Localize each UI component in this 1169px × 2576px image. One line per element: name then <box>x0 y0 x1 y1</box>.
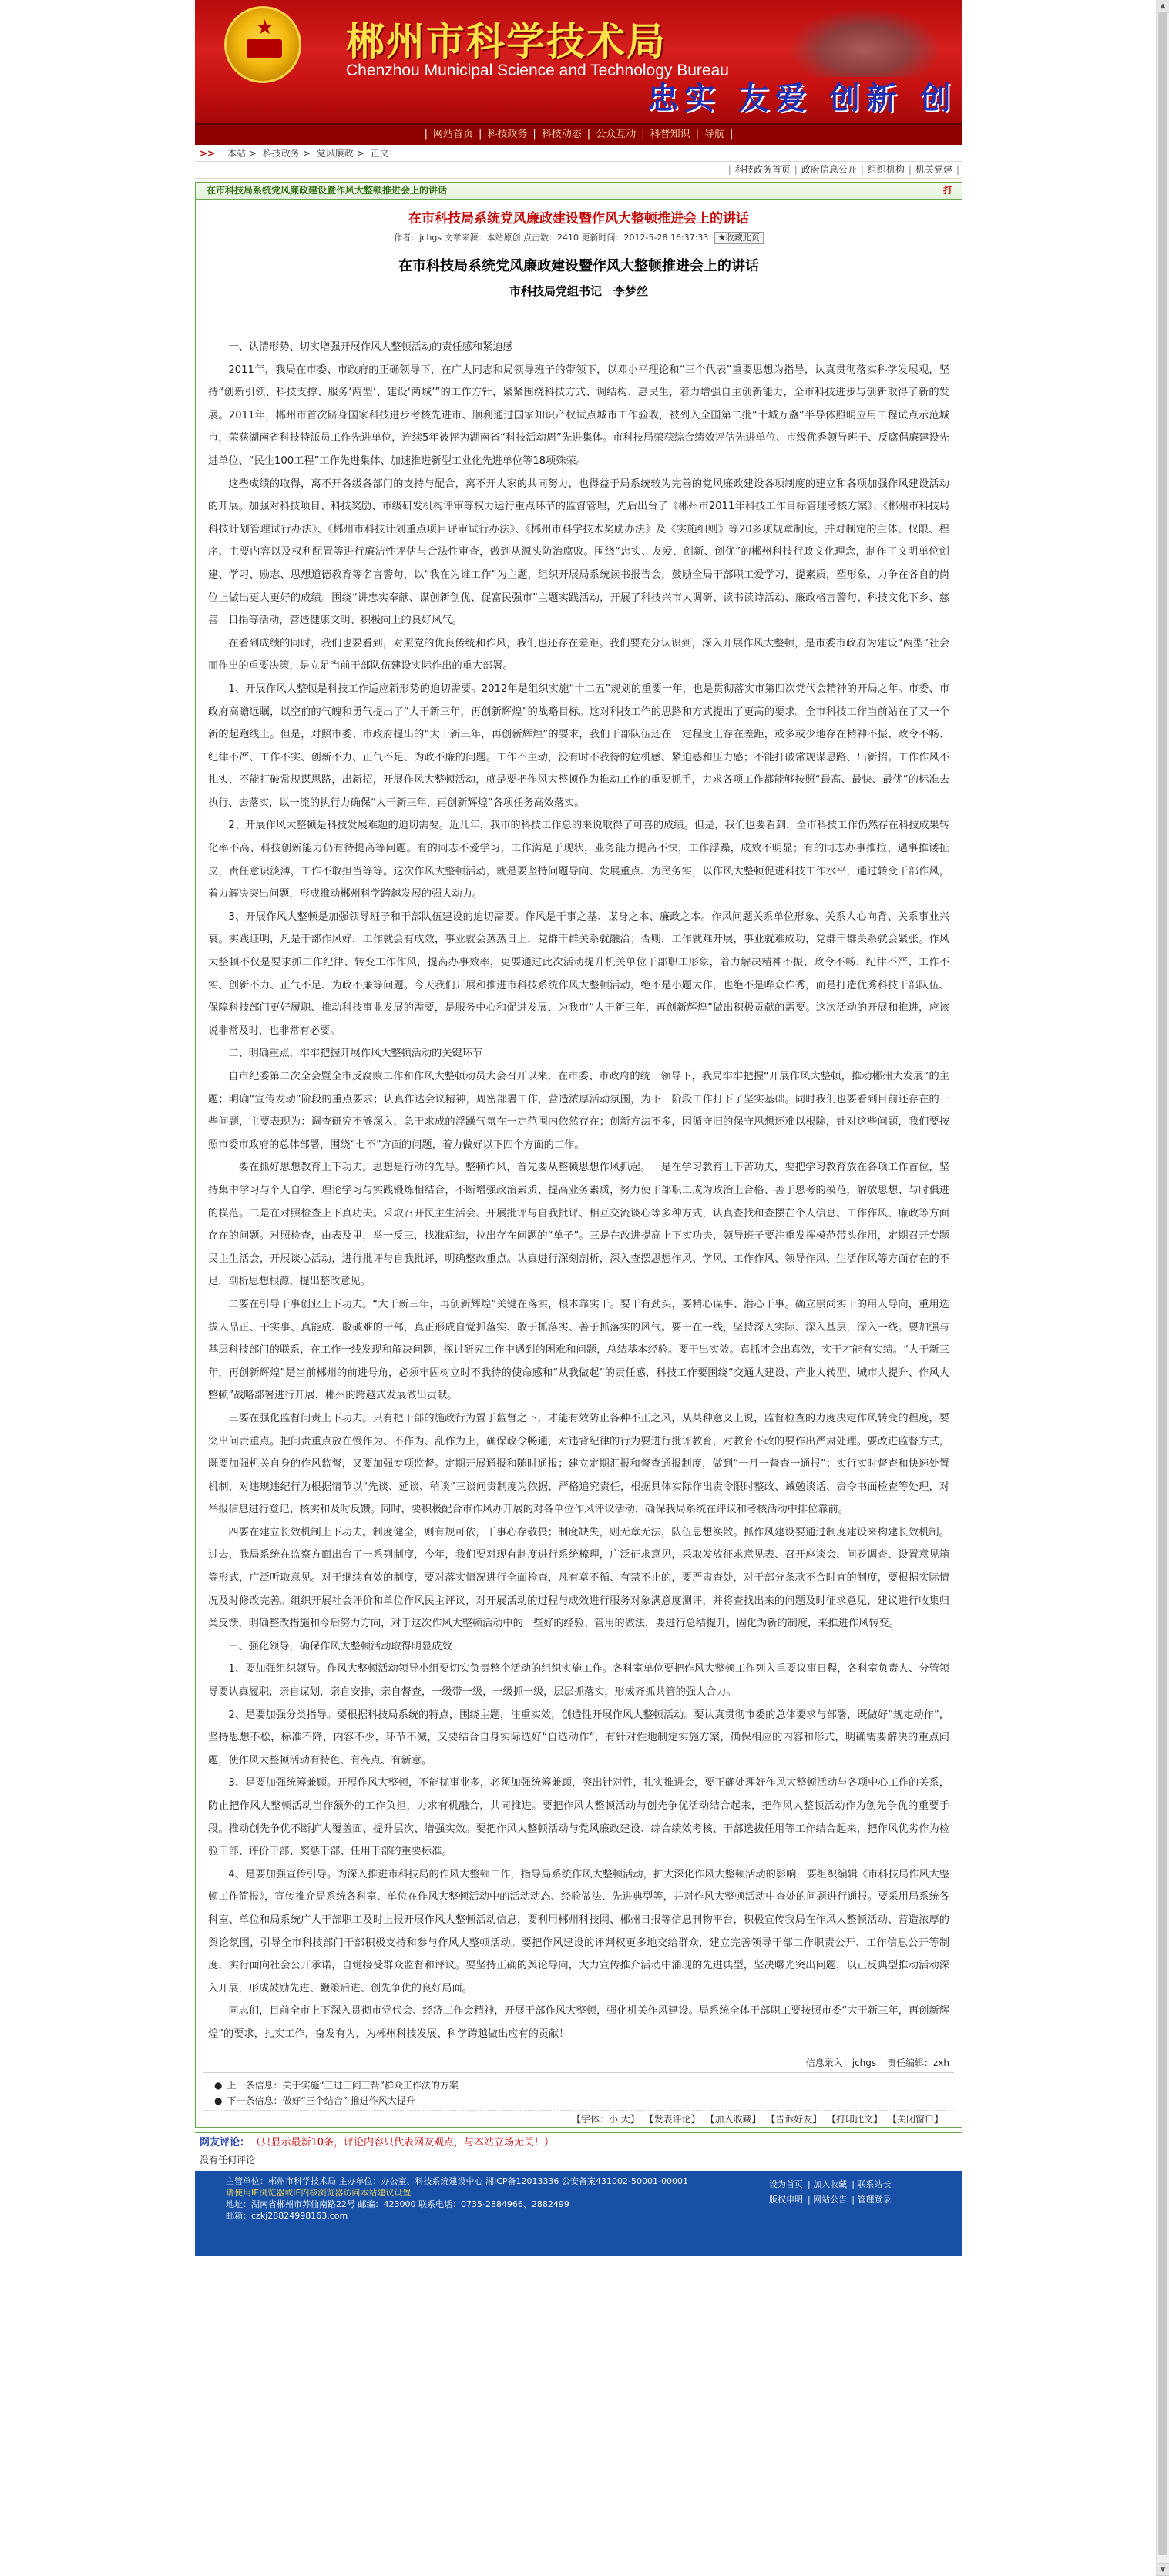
article-paragraph: 2、开展作风大整顿是科技发展难题的迫切需要。近几年，我市的科技工作总的来说取得了可喜的成绩。但是，我们也要看到，全市科技工作仍然存在科技成果转化率不高、科技创新能力仍有待提高等问题。有的同志不爱学习，工作满足于现状，业务能力提高不快，工作浮躁，成效不明显；有的同志办事推拉、遇事推诿扯皮，责任意识淡薄，工作不敢担当等等。这次作风大整顿活动，就是要坚持问题导向、发展重点、为民务实，以作风大整顿促进科技工作水平，通过转变干部作风，着力解决突出问题，形成推动郴州科学跨越发展的强大动力。 <box>208 820 949 901</box>
favorite-button[interactable] <box>714 232 764 244</box>
nav-interaction[interactable]: 公众互动 <box>596 129 637 140</box>
info-line <box>196 2054 962 2072</box>
comment-bar <box>195 2132 962 2152</box>
footer-announcement[interactable]: 网站公告 <box>813 2194 848 2205</box>
site-title-en: Chenzhou Municipal Science and Technology Bureau <box>346 62 729 79</box>
article-paragraph: 2、是要加强分类指导。要根据科技局系统的特点，围绕主题，注重实效，创造性开展作风大整顿活动。要认真贯彻市委的总体要求与部署，既做好“规定动作”，坚持思想不松，标准不降，内容不少，环节不减，又要结合自身实际选好“自选动作”，有针对性地制定实施方案，确保相应的内容和形式，明确需要解决的重点问题，使作风大整顿活动有特色、有亮点、有新意。 <box>208 1709 949 1766</box>
footer-line: 地址：湖南省郴州市苏仙南路22号 邮编：423000 联系电话：0735-2884966、2882499 <box>226 2199 569 2209</box>
info-editor: 责任编辑：zxh <box>886 2057 949 2068</box>
article-paragraph: 在看到成绩的同时，我们也要看到，对照党的优良传统和作风，我们也还存在差距。我们要充分认识到，深入开展作风大整顿，是市委市政府为建设“两型”社会而作出的重要决策，是立足当前干部队伍建设实际作出的重大部署。 <box>208 637 949 673</box>
sculpture-image <box>788 8 942 77</box>
breadcrumb-party[interactable]: 党风廉政 <box>316 148 354 159</box>
nav-news[interactable]: 科技动态 <box>541 129 582 140</box>
article-paragraph: 三、强化领导，确保作风大整顿活动取得明显成效 <box>228 1640 452 1652</box>
footer-line: 邮箱：czkj28824998163.com <box>226 2210 348 2221</box>
article-header-title: 在市科技局系统党风廉政建设暨作风大整顿推进会上的讲话 <box>207 185 448 196</box>
article-paragraph: 二要在引导干事创业上下功夫。“大干新三年，再创新辉煌”关键在落实，根本靠实干。要干有劲头，要精心谋事、潜心干事。确立崇尚实干的用人导向，重用选拔人品正、干实事、真能成、敢破难的干部，真正形成自觉抓落实、敢于抓落实、善于抓落实的风气。要干在一线，坚持深入实际、深入基层，深入一线。要加强与基层科技部门的联系，在工作一线发现和解决问题，探讨研究工作中遇到的困难和问题，总结基本经验。要干出实效。真抓才会出真效，实干才能有实绩。“大干新三年，再创新辉煌”是当前郴州的前进号角，必须牢固树立时不我待的使命感和“从我做起”的责任感，科技工作要围绕“交通大建设、产业大转型、城市大提升、作风大整顿”战略部署进行开展，郴州的跨越式发展做出贡献。 <box>208 1298 949 1402</box>
article-paragraph: 四要在建立长效机制上下功夫。制度健全，则有规可依，干事心存敬畏；制度缺失，则无章无法，队伍思想涣散。抓作风建设要通过制度建设来构建长效机制。过去，我局系统在监察方面出台了一系列制度，今年，我们要对现有制度进行系统梳理，广泛征求意见，采取发放征求意见表、召开座谈会、问卷调查、设置意见箱等形式，广泛听取意见。对于继续有效的制度，要对落实情况进行全面检查，凡有章不循、有禁不止的，要严肃查处，对于部分条款不合时宜的制度，要根据实际情况及时修改完善。组织开展社会评价和单位作风民主评议，对开展活动的过程与成效进行服务对象满意度测评，并将查找出来的问题及时征求意见，建议进行收集归类反馈，明确整改措施和今后努力方向，对于这次作风大整顿活动中的一些好的经验、管用的做法，要进行总结提升，固化为新的制度，来推进作风转变。 <box>208 1526 949 1630</box>
add-favorite-tool[interactable]: 【加入收藏】 <box>705 2113 761 2125</box>
article-body <box>196 299 962 2046</box>
nav-affairs[interactable]: 科技政务 <box>487 129 528 140</box>
site-footer <box>195 2171 962 2256</box>
page-scrollbar[interactable] <box>1156 0 1169 2576</box>
article-header <box>196 183 962 200</box>
breadcrumb-arrow-icon: >> <box>200 148 216 159</box>
article-paragraph: 一要在抓好思想教育上下功夫。思想是行动的先导。整顿作风，首先要从整顿思想作风抓起。一是在学习教育上下苦功夫，要把学习教育放在各项工作首位，坚持集中学习与个人自学、理论学习与实践锻炼相结合，不断增强政治素质、提高业务素质，努力使干部职工成为政治上合格、善于思考的模范，解放思想、与时俱进的模范。二是在对照检查上下真功夫。采取召开民主生活会、开展批评与自我批评、相互交流谈心等多种方式，认真查找和查摆在个人信息、工作作风、廉政等方面存在的问题。对照检查，由表及里，举一反三，找准症结，拉出存在问题的“单子”。三是在改进提高上下实功夫，领导班子要注重发挥模范带头作用，定期召开专题民主生活会，开展谈心活动，进行批评与自我批评，明确整改重点。认真进行深刻剖析，深入查摆思想作风、学风、工作作风、领导作风、生活作风等方面存在的不足，剖析思想根源，提出整改意见。 <box>208 1162 949 1288</box>
quicklink-affairs-home[interactable]: 科技政务首页 <box>734 164 791 175</box>
breadcrumb: >> 本站 > 科技政务 > 党风廉政 > 正文 <box>195 145 962 162</box>
article-paragraph: 4、是要加强宣传引导。为深入推进市科技局的作风大整顿工作，指导局系统作风大整顿活动，扩大深化作风大整顿活动的影响，要组织编辑《市科技局作风大整顿工作简报》，宣传推介局系统各科室、单位在作风大整顿活动中的活动动态、经验做法、先进典型等，并对作风大整顿活动中查处的问题进行通报。要采用局系统各科室、单位和局系统广大干部职工及时上报开展作风大整顿活动信息，要利用郴州科技网、郴州日报等信息刊物平台，积极宣传我局在作风大整顿活动、营造浓厚的舆论氛围，引导全市科技部门干部积极支持和参与作风大整顿活动。要把作风建设的评判权更多地交给群众，建立完善领导干部工作职责公开、工作信息公开等制度，实行面向社会公开承诺，自觉接受群众监督和评议。要坚持正确的舆论导向，大力宣传推介活动中涌现的先进典型，坚决曝光突出问题，以正反典型推动活动深入开展，形成鼓励先进、鞭策后进、创先争优的良好局面。 <box>208 1868 949 1994</box>
site-title-cn: 郴州市科学技术局 <box>346 18 667 64</box>
footer-line: 请使用IE浏览器或IE内核浏览器访问本站建议设置 <box>226 2187 412 2198</box>
article-paragraph: 3、是要加强统筹兼顾。开展作风大整顿，不能扰事业多，必须加强统筹兼顾，突出针对性，扎实推进会，要正确处理好作风大整顿活动与各项中心工作的关系，防止把作风大整顿活动当作额外的工作负担，力求有机融合，共同推进。要把作风大整顿活动与创先争优活动结合起来，把作风大整顿活动作为创先争优的重要手段。推动创先争优不断扩大覆盖面、提升层次、增强实效。要把作风大整顿活动与党风廉政建设、综合绩效考核、干部选拔任用等工作结合起来，把作风优劣作为检验干部、评价干部、奖惩干部、任用干部的重要标准。 <box>208 1777 949 1858</box>
print-icon[interactable]: 打 <box>942 185 952 196</box>
article-paragraph: 一、认清形势、切实增强开展作风大整顿活动的责任感和紧迫感 <box>228 341 513 353</box>
nav-home[interactable]: 网站首页 <box>432 129 473 140</box>
main-column <box>195 0 962 2256</box>
footer-contact[interactable]: 联系站长 <box>857 2179 892 2189</box>
article-title: 在市科技局系统党风廉政建设暨作风大整顿推进会上的讲话 <box>408 211 749 226</box>
scroll-up-icon[interactable]: ▲ <box>1157 0 1169 13</box>
breadcrumb-home[interactable]: 本站 <box>227 148 246 159</box>
article-paragraph: 同志们，目前全市上下深入贯彻市党代会、经济工作会精神，开展干部作风大整顿，强化机关作风建设。局系统全体干部职工要按照市委“大干新三年，再创新辉煌”的要求，扎实工作，奋发有为，为郴州科技发展、科学跨越做出应有的贡献！ <box>208 2005 949 2040</box>
article-author: 市科技局党组书记 李梦丝 <box>509 284 648 298</box>
footer-info <box>226 2175 719 2222</box>
article-paragraph: 自市纪委第二次全会暨全市反腐败工作和作风大整顿动员大会召开以来，在市委、市政府的统一领导下，我局牢牢把握“开展作风大整顿，推动郴州大发展”的主题；明确“宣传发动”阶段的重点要求；认真作达会议精神，周密部署工作，营造浓厚活动氛围，为下一阶段工作打下了坚实基础。同时我们也要看到目前还存在的一些问题，主要表现为：调查研究不够深入，急于求成的浮躁气氛在一定范围内依然存在；创新方法不多，因循守旧的保守思想还难以根除，针对这些问题，我们要按照市委市政府的总体部署，围绕“七不”方面的问题，着力做好以下四个方面的工作。 <box>208 1071 949 1151</box>
breadcrumb-current: 正文 <box>370 148 389 159</box>
breadcrumb-affairs[interactable]: 科技政务 <box>262 148 300 159</box>
quicklink-info-open[interactable]: 政府信息公开 <box>801 164 857 175</box>
scroll-down-icon[interactable]: ▼ <box>1157 2563 1169 2576</box>
footer-add-favorite[interactable]: 加入收藏 <box>813 2179 848 2189</box>
footer-copyright[interactable]: 版权申明 <box>769 2194 803 2205</box>
comment-empty: 没有任何评论 <box>200 2154 256 2165</box>
article-paragraph: 这些成绩的取得，离不开各级各部门的支持与配合，离不开大家的共同努力，也得益于局系统较为完善的党风廉政建设各项制度的建立和各项加强作风建设活动的开展。加强对科技项目、科技奖励、市级研发机构评审等权力运行重点环节的监督管理，先后出台了《郴州市2011年科技工作目标管理考核方案》、《郴州市科技局科技计划管理试行办法》、《郴州市科技计划重点项目评审试行办法》、《郴州市科学技术奖励办法》及《实施细则》等20多项规章制度，并对制定的主体、权限、程序、主要内容以及权利配置等进行廉洁性评估与合法性审查，做到从源头防治腐败。围绕“忠实、友爱、创新、创优”的郴州科技行政文化理念，制作了文明单位创建、学习、励志、思想道德教育等名言警句，以“我在为谁工作”为主题，组织开展局系统读书报告会，鼓励全局干部职工爱学习，提素质，塑形象，力争在各自的岗位上做出更大更好的成绩。围绕“讲忠实奉献、谋创新创优、促富民强市”主题实践活动，开展了科技兴市大调研、读书读诗活动、廉政格言警句、科技文化下乡、慈善一日捐等活动，营造健康文明、积极向上的良好风气。 <box>208 478 949 627</box>
article-paragraph: 2011年，我局在市委、市政府的正确领导下，在广大同志和局领导班子的带领下，以邓小平理论和“三个代表”重要思想为指导，认真贯彻落实科学发展观，坚持“创新引领、科技支撑、服务‘两型’、建设‘两城’”的工作方针，紧紧围绕科技方式、调结构、惠民生，着力增强自主创新能力，全市科技进步与创新取得了新的发展。2011年，郴州市首次跻身国家科技进步考核先进市、顺利通过国家知识产权试点城市工作验收，被列入全国第二批“十城万盏”半导体照明应用工程试点示范城市，荣获湖南省科技特派员工作先进单位，连续5年被评为湖南省“科技活动周”先进集体。市科技局荣获综合绩效评估先进单位、市级优秀领导班子、反腐倡廉建设先进单位、“民生100工程”工作先进集体、加速推进新型工业化先进单位等18项殊荣。 <box>208 364 949 467</box>
info-entry: 信息录入：jchgs <box>805 2057 877 2068</box>
quicklink-party[interactable]: 机关党建 <box>915 164 952 175</box>
article-paragraph: 二、明确重点，牢牢把握开展作风大整顿活动的关键环节 <box>228 1048 483 1060</box>
article-paragraph: 1、要加强组织领导。作风大整顿活动领导小组要切实负责整个活动的组织实施工作。各科室单位要把作风大整顿工作列入重要议事日程，各科室负责人、分管领导要认真履职，亲自谋划，亲自安排，亲自督查，一级带一级，一级抓一级，层层抓落实，形成齐抓共管的强大合力。 <box>208 1663 949 1699</box>
footer-set-home[interactable]: 设为首页 <box>769 2179 803 2189</box>
bullet-icon: ● <box>214 2079 223 2091</box>
scroll-thumb[interactable] <box>1158 13 1167 2555</box>
post-comment-tool[interactable]: 【发表评论】 <box>644 2113 700 2125</box>
article-box <box>195 182 962 2128</box>
site-banner <box>195 0 962 123</box>
close-window-tool[interactable]: 【关闭窗口】 <box>887 2113 943 2125</box>
nav-science[interactable]: 科普知识 <box>650 129 690 140</box>
national-emblem-icon: ★ <box>224 6 301 83</box>
comment-label: 网友评论： <box>200 2136 250 2148</box>
article-meta-text: 作者：jchgs 文章来源：本站原创 点击数：2410 更新时间：2012-5-28 16:37:33 <box>394 233 709 243</box>
favorite-label: 收藏此页 <box>725 233 760 243</box>
footer-line: 主管单位：郴州市科学技术局 主办单位：办公室、科技系统建设中心 湘ICP备12013336 公安备案431002-50001-00001 <box>226 2175 688 2186</box>
footer-admin-login[interactable]: 管理登录 <box>857 2194 892 2205</box>
main-nav: | 网站首页 | 科技政务 | 科技动态 | 公众互动 | 科普知识 | 导航 | <box>195 123 962 145</box>
article-paragraph: 3、开展作风大整顿是加强领导班子和干部队伍建设的迫切需要。作风是干事之基、谋身之本、廉政之本。作风问题关系单位形象、关系人心向背、关系事业兴衰。实践证明，凡是干部作风好，工作就会有成效，事业就会蒸蒸日上，党群干群关系就融洽；否则，工作就难开展，事业就难成功，党群干群关系就会紧张。作风大整顿不仅是要求抓工作纪律、转变工作作风，提高办事效率，更要通过此次活动提升机关单位干部职工形象，着力解决精神不振、政令不畅、纪律不严、工作不实、创新不力、正气不足、为政不廉等问题。今天我们开展和推进市科技系统作风大整顿活动，绝不是小题大作，也绝不是哗众作秀，而是打造优秀科技干部队伍、保障科技部门更好履职、推动科技事业发展的需要，是服务中心和促进发展、为我市“大干新三年，再创新辉煌”做出积极贡献的需要。这次活动的开展和推进，应该说非常及时，也非常有必要。 <box>208 911 949 1037</box>
prev-article-link[interactable]: ● 上一条信息：关于实施“三进三问三帮”群众工作法的方案 <box>214 2079 459 2091</box>
article-tools <box>203 2110 954 2127</box>
article-subtitle: 在市科技局系统党风廉政建设暨作风大整顿推进会上的讲话 <box>398 258 759 274</box>
quick-links: | 科技政务首页 | 政府信息公开 | 组织机构 | 机关党建 | <box>195 162 962 179</box>
font-size-tool[interactable]: 【字体：小 大】 <box>571 2113 640 2125</box>
article-meta <box>242 230 915 247</box>
favorite-icon: ★ <box>717 233 726 243</box>
article-paragraph: 1、开展作风大整顿是科技工作适应新形势的迫切需要。2012年是组织实施“十二五”规划的重要一年，也是贯彻落实市第四次党代会精神的开局之年。市委、市政府高瞻远瞩，以空前的气魄和勇气提出了“大干新三年，再创新辉煌”的战略目标。这对科技工作的思路和方式提出了更高的要求。全市科技工作当前站在了又一个新的起跑线上。但是，对照市委、市政府提出的“大干新三年，再创新辉煌”的要求，我们干部队伍还在一定程度上存在差距，或多或少地存在精神不振、政令不畅、纪律不严、工作不实、创新不力、正气不足、为政不廉的问题。工作不主动，没有时不我待的危机感、紧迫感和压力感；不能打破常规谋思路、出新招。工作作风不扎实，不能打破常规谋思路，出新招，开展作风大整顿活动，就是要把作风大整顿作为推动工作的重要抓手，力求各项工作都能够按照“最高、最快、最优”的标准去执行、去落实，以一流的执行力确保“大干新三年，再创新辉煌”各项任务高效落实。 <box>208 683 949 809</box>
article-paragraph: 三要在强化监督问责上下功夫。只有把干部的施政行为置于监督之下，才能有效防止各种不正之风，从某种意义上说，监督检查的力度决定作风转变的程度，要突出问责重点。把问责重点放在慢作为、不作为、乱作为上，确保政令畅通，对违背纪律的行为要进行批评教育，对教育不改的要作出严肃处理。要改进监督方式，既要加强机关自身的作风监督，又要加强专项监督。定期开展通报和随时通报；建立定期汇报和督查通报制度，做到“一月一督查一通报”；实行实时督查和快速处置机制，对违规违纪行为根据情节以“先谈、延谈、稍谈”三谈问责制度为依据，严格追究责任，根据具体实际作出责令限时整改、诫勉谈话、责令书面检查等处理，对举报信息进行登记、核实和及时反馈。同时，要积极配合市作风办开展的对各单位作风评议活动，确保我局系统在评议和考核活动中排位靠前。 <box>208 1412 949 1516</box>
prev-next-links <box>203 2072 954 2108</box>
next-article-link[interactable]: ● 下一条信息：做好“三个结合” 推进作风大提升 <box>214 2095 415 2106</box>
bullet-icon: ● <box>214 2095 223 2106</box>
quicklink-org[interactable]: 组织机构 <box>867 164 905 175</box>
tell-friend-tool[interactable]: 【告诉好友】 <box>766 2113 822 2125</box>
print-tool[interactable]: 【打印此文】 <box>827 2113 883 2125</box>
comment-note: （只显示最新10条，评论内容只代表网友观点，与本站立场无关！） <box>256 2136 555 2148</box>
nav-guide[interactable]: 导航 <box>704 129 725 140</box>
footer-links: 设为首页 | 加入收藏 | 联系站长 版权申明 | 网站公告 | 管理登录 <box>769 2179 892 2205</box>
site-slogan: 忠实 友爱 创新 创 <box>647 81 957 116</box>
